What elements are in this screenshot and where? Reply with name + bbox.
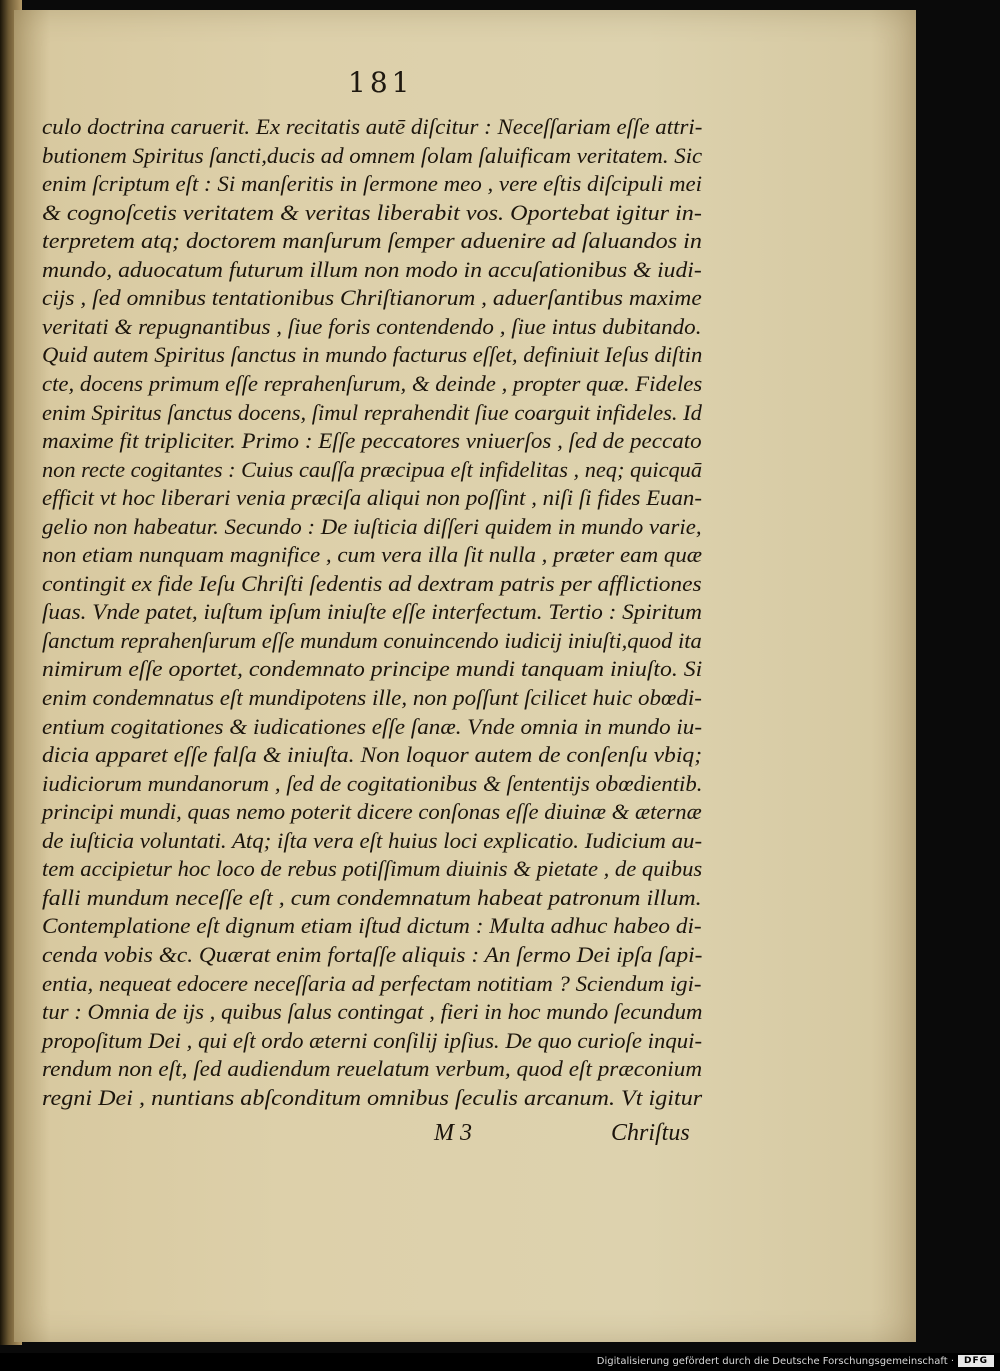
text-line: cijs , ſed omnibus tentationibus Chriſtianorum , aduerſantibus maxime [42,285,702,311]
text-line: efficit vt hoc liberari venia præciſa aliqui non poſſint , niſi ſi fides Euan- [42,485,702,511]
book-page [14,10,916,1342]
text-line: Contemplatione eſt dignum etiam iſtud dictum : Multa adhuc habeo di- [42,913,702,939]
page-number: 181 [348,66,414,99]
text-line: iudiciorum mundanorum , ſed de cogitationibus & ſententijs obœdientib. [42,770,703,796]
signature-mark: M 3 [434,1120,472,1146]
dfg-credit: Digitalisierung gefördert durch die Deutsche Forschungsgemeinschaft · [596,1356,954,1367]
text-line: enim condemnatus eſt mundipotens ille, non poſſunt ſcilicet huic obœdi- [42,685,702,710]
text-line: non etiam nunquam magnifice , cum vera illa ſit nulla , præter eam quæ [42,542,703,568]
text-line: falli mundum neceſſe eſt , cum condemnatum habeat patronum illum. [42,884,702,910]
text-line: principi mundi, quas nemo poterit dicere conſonas eſſe diuinæ & æternæ [42,799,702,825]
text-line: enim ſcriptum eſt : Si manſeritis in ſermone meo , vere eſtis diſcipuli mei [42,171,703,197]
text-line: maxime fit tripliciter. Primo : Eſſe peccatores vniuerſos , ſed de peccato [42,428,702,454]
text-line: Quid autem Spiritus ſanctus in mundo facturus eſſet, definiuit Ieſus diſtin [42,342,703,368]
text-line: culo doctrina caruerit. Ex recitatis autē diſcitur : Neceſſariam eſſe attri- [42,114,703,139]
dfg-logo: DFG [958,1355,994,1367]
text-line: regni Dei , nuntians abſconditum omnibus ſeculis arcanum. Vt igitur [42,1084,703,1110]
text-line: rendum non eſt, ſed audiendum reuelatum verbum, quod eſt præconium [42,1056,703,1082]
text-line: tur : Omnia de ijs , quibus ſalus contingat , fieri in hoc mundo ſecundum [42,999,703,1025]
text-line: propoſitum Dei , qui eſt ordo æterni conſilij ipſius. De quo curioſe inqui- [42,1027,703,1053]
text-line: terpretem atq; doctorem manſurum ſemper aduenire ad ſaluandos in [42,228,702,254]
text-line: nimirum eſſe oportet, condemnato principe mundi tanquam iniuſto. Si [42,656,703,682]
text-line: tem accipietur hoc loco de rebus potiſſimum diuinis & pietate , de quibus [42,856,703,882]
text-line: ſuas. Vnde patet, iuſtum ipſum iniuſte eſſe interfectum. Tertio : Spiritum [42,599,702,625]
text-line: & cognoſcetis veritatem & veritas liberabit vos. Oportebat igitur in- [42,199,702,225]
catchword: Chriſtus [611,1120,690,1146]
text-line: cenda vobis &c. Quærat enim fortaſſe aliquis : An ſermo Dei ipſa ſapi- [42,941,703,967]
text-line: contingit ex fide Ieſu Chriſti ſedentis ad dextram patris per afflictiones [42,570,702,596]
text-line: gelio non habeatur. Secundo : De iuſticia diſſeri quidem in mundo varie, [42,513,702,539]
text-line: cte, docens primum eſſe reprahenſurum, & deinde , propter quæ. Fideles [42,370,703,396]
text-line: butionem Spiritus ſancti,ducis ad omnem ſolam ſaluificam veritatem. Sic [42,142,703,168]
text-line: veritati & repugnantibus , ſiue foris contendendo , ſiue intus dubitando. [42,313,702,339]
text-line: dicia apparet eſſe falſa & iniuſta. Non loquor autem de conſenſu vbiq; [42,742,703,768]
text-line: mundo, aduocatum futurum illum non modo in accuſationibus & iudi- [42,256,702,282]
text-line: entia, nequeat edocere neceſſaria ad perfectam notitiam ? Sciendum igi- [42,970,702,996]
text-line: de iuſticia voluntati. Atq; iſta vera eſt huius loci explicatio. Iudicium au- [42,827,703,853]
text-line: enim Spiritus ſanctus docens, ſimul reprahendit ſiue coarguit infideles. Id [42,399,702,425]
text-line: ſanctum reprahenſurum eſſe mundum conuincendo iudicij iniuſti,quod ita [42,627,702,653]
text-line: entium cogitationes & iudicationes eſſe ſanæ. Vnde omnia in mundo iu- [42,713,703,739]
text-line: non recte cogitantes : Cuius cauſſa præcipua eſt infidelitas , neq; quicquā [42,456,703,482]
